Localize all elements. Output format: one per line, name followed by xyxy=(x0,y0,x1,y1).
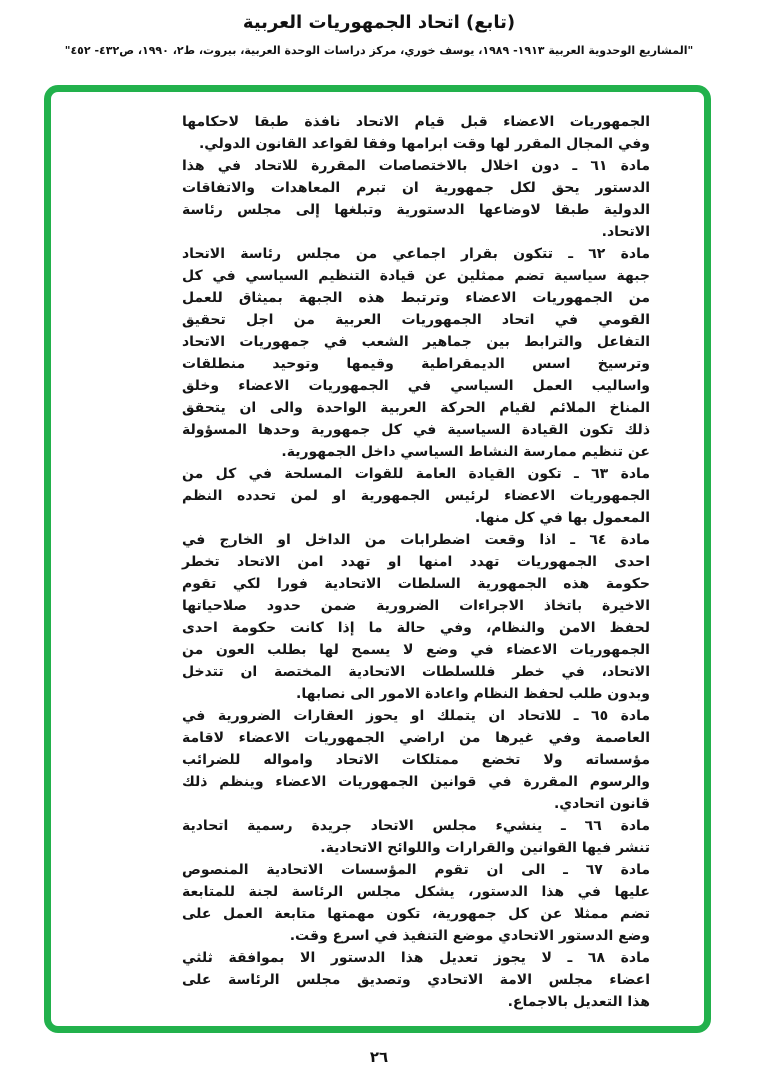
body-text-line: ذلك تكون القيادة السياسية في كل جمهورية وحدها المسؤولة xyxy=(182,422,650,438)
body-text-line: المناخ الملائم لقيام الحركة العربية الواحدة والى ان يتحقق xyxy=(182,400,650,416)
body-text-line: وترسيخ اسس الديمقراطية وقيمها وتوحيد منطلقات xyxy=(182,356,650,372)
body-text-line: حكومة هذه الجمهورية السلطات الاتحادية فورا لكي تقوم xyxy=(182,576,650,592)
body-text-column xyxy=(182,111,650,1013)
body-text-line: من الجمهوريات الاعضاء وترتبط هذه الجبهة بميثاق للعمل xyxy=(182,290,650,306)
body-text-line: الجمهوريات الاعضاء قبل قيام الاتحاد نافذة طبقا لاحكامها xyxy=(182,114,650,130)
body-text-line: والرسوم المقررة في قوانين الجمهوريات الاعضاء وينظم ذلك xyxy=(182,774,650,790)
body-text-line: الجمهوريات الاعضاء لرئيس الجمهورية او لمن تحدده النظم xyxy=(182,488,650,504)
body-text-line: واساليب العمل السياسي في الجمهوريات الاعضاء وخلق xyxy=(182,378,650,394)
body-text-line: وبدون طلب لحفظ النظام واعادة الامور الى نصابها. xyxy=(296,686,650,702)
body-text-line: الجمهوريات الاعضاء في وضع لا يسمح لها بطلب العون من xyxy=(182,642,650,658)
body-text-line: وفي المجال المقرر لها وقت ابرامها وفقا لقواعد القانون الدولي. xyxy=(198,136,650,152)
body-text-line: اعضاء مجلس الامة الاتحادي وتصديق مجلس الرئاسة على xyxy=(182,972,650,988)
page-title: (تابع) اتحاد الجمهوريات العربية xyxy=(242,12,516,33)
body-text-line: مادة ٦٢ ـ تتكون بقرار اجماعي من مجلس رئاسة الاتحاد xyxy=(182,246,650,262)
body-text-line: مادة ٦٧ ـ الى ان تقوم المؤسسات الاتحادية المنصوص xyxy=(182,862,651,878)
body-text-line: الدستور يحق لكل جمهورية ان تبرم المعاهدات والاتفاقات xyxy=(182,180,650,196)
body-text-line: مادة ٦٣ ـ تكون القيادة العامة للقوات المسلحة في كل من xyxy=(182,466,650,482)
body-text-line: عن تنظيم ممارسة النشاط السياسي داخل الجمهورية. xyxy=(281,444,650,460)
body-text-line: مادة ٦٥ ـ للاتحاد ان يتملك او يحوز العقارات الضرورية في xyxy=(182,708,651,724)
body-text-line: تنشر فيها القوانين والقرارات واللوائح الاتحادية. xyxy=(320,840,650,856)
body-text-line: تضم ممثلا عن كل جمهورية، تكون مهمتها متابعة العمل على xyxy=(182,906,650,922)
body-text-line: عليها في هذا الدستور، يشكل مجلس الرئاسة لجنة للمتابعة xyxy=(182,884,650,900)
body-text-line: التفاعل والترابط بين جماهير الشعب في جمهوريات الاتحاد xyxy=(182,334,650,350)
page-number: ٢٦ xyxy=(369,1048,389,1066)
body-text-line: مادة ٦٤ ـ اذا وقعت اضطرابات من الداخل او الخارج في xyxy=(182,532,650,548)
body-text-line: المعمول بها في كل منها. xyxy=(474,510,650,526)
body-text-line: الاتحاد. xyxy=(601,224,650,240)
body-text-line: الاتحاد، في خطر فللسلطات الاتحادية المختصة ان تتدخل xyxy=(182,664,650,680)
body-text-line: لحفظ الامن والنظام، وفي حالة ما إذا كانت حكومة احدى xyxy=(182,620,650,636)
body-text-line: مؤسساته ولا تخضع ممتلكات الاتحاد وامواله للضرائب xyxy=(182,752,650,768)
content-border-box xyxy=(44,85,711,1033)
citation-line: "المشاريع الوحدوية العربية ١٩١٣- ١٩٨٩، يوسف خوري، مركز دراسات الوحدة العربية، بيروت، ط٢، ١٩٩٠، ص٤٣٢- ٤٥٢" xyxy=(64,44,694,57)
body-text-line: العاصمة وفي غيرها من اراضي الجمهوريات الاعضاء لاقامة xyxy=(182,730,650,746)
body-text-line: مادة ٦١ ـ دون اخلال بالاختصاصات المقررة للاتحاد في هذا xyxy=(182,158,651,174)
body-text-line: هذا التعديل بالاجماع. xyxy=(507,994,650,1010)
body-text-line: القومي في اتحاد الجمهوريات العربية من اجل تحقيق xyxy=(182,312,650,328)
body-text-line: الاخيرة باتخاذ الاجراءات الضرورية ضمن حدود صلاحياتها xyxy=(182,598,650,614)
body-text-line: احدى الجمهوريات تهدد امنها او تهدد امن الاتحاد تخطر xyxy=(182,554,650,570)
body-text-line: الدولية طبقا لاوضاعها الدستورية وتبلغها إلى مجلس رئاسة xyxy=(182,202,650,218)
body-text-line: مادة ٦٨ ـ لا يجوز تعديل هذا الدستور الا بموافقة ثلثي xyxy=(182,950,650,966)
body-text-line: جبهة سياسية تضم ممثلين عن قيادة التنظيم السياسي في كل xyxy=(182,268,650,284)
body-text-line: وضع الدستور الاتحادي موضع التنفيذ في اسرع وقت. xyxy=(289,928,650,944)
body-text-line: قانون اتحادي. xyxy=(553,796,650,812)
body-text-line: مادة ٦٦ ـ ينشيء مجلس الاتحاد جريدة رسمية اتحادية xyxy=(182,818,650,834)
